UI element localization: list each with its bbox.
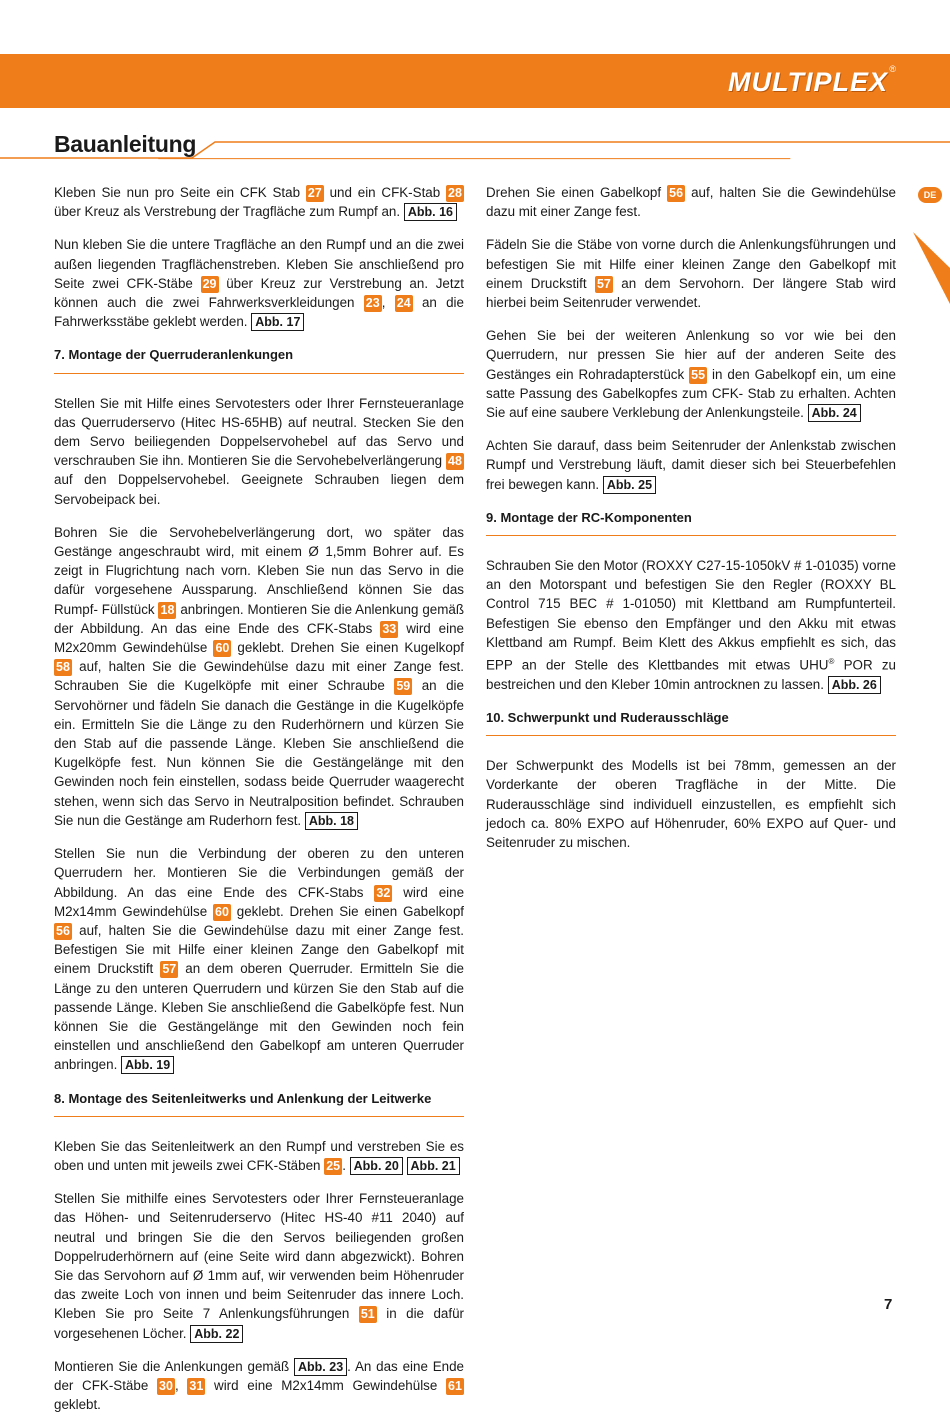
paragraph: Kleben Sie nun pro Seite ein CFK Stab 27 und ein CFK-Stab 28 über Kreuz als Verstrebung der Tragfläche zum Rumpf an. Abb. 16 [54,183,464,221]
figure-ref: Abb. 16 [404,203,457,221]
paragraph: Montieren Sie die Anlenkungen gemäß Abb. 23 . An das eine Ende der CFK-Stäbe 30 , 31 wird eine M2x14mm Gewindehülse 61 geklebt. [54,1358,464,1413]
part-number: 33 [380,621,398,638]
part-number: 51 [359,1306,377,1323]
registered-mark: ® [889,64,896,74]
part-number: 24 [395,295,413,312]
part-number: 27 [306,185,324,202]
part-number: 29 [201,276,219,293]
part-number: 56 [667,185,685,202]
corner-triangle [913,232,950,304]
figure-ref: Abb. 19 [121,1056,174,1074]
figure-ref: Abb. 22 [190,1325,243,1343]
figure-ref: Abb. 24 [808,404,861,422]
figure-ref: Abb. 26 [828,676,881,694]
part-number: 18 [158,602,176,619]
part-number: 25 [324,1158,342,1175]
section-heading: 8. Montage des Seitenleitwerks und Anlenkung der Leitwerke [54,1089,464,1117]
multiplex-logo: MULTIPLEX [728,67,888,97]
figure-ref: Abb. 17 [251,313,304,331]
paragraph: Stellen Sie mit Hilfe eines Servotesters oder Ihrer Fernsteueranlage das Querruderservo (Hitec HS-65HB) auf neutral. Stecken Sie den dem Servo beiliegenden Doppelservohebel auf das Servo und verschrauben Sie ihn. Montieren Sie die Servohebelverlängerung 48 auf den Doppelservohebel. Geeignete Schrauben liegen dem Servobeipack bei. [54,395,464,507]
part-number: 56 [54,923,72,940]
part-number: 61 [446,1378,464,1395]
paragraph: Schrauben Sie den Motor (ROXXY C27-15-1050kV # 1-01035) vorne an den Motorspant und befestigen Sie den Regler (ROXXY BL Control 715 BEC # 1-01050) mit Klettband am Rumpfunterteil. Befestigen Sie ebenso den Empfänger und den Akku mit etwas Klettband am Rumpf. Beim Klett des Akkus empfiehlt es sich, das EPP an der Stelle des Klettbandes mit etwas UHU® POR zu bestreichen und den Kleber 10min antrocknen zu lassen. Abb. 26 [486,558,896,692]
paragraph: Stellen Sie mithilfe eines Servotesters oder Ihrer Fernsteueranlage das Höhen- und Seitenruderservo (Hitec HS-40 #11 2040) auf neutral und bringen Sie die den Servos beiliegenden großen Doppelruderhörnern auf (eine Seite wird dann abgezwickt). Bohren Sie das Servohorn auf Ø 1mm auf, wir verwenden beim Höhenruder das zweite Loch von innen und beim Seitenruder das innere Loch. Kleben Sie pro Seite 7 Anlenkungsführungen 51 in die dafür vorgesehenen Löcher. Abb. 22 [54,1191,464,1341]
paragraph: Der Schwerpunkt des Modells ist bei 78mm, gemessen an der Vorderkante der oberen Tragfläche in der Mitte. Die Ruderausschläge sind individuell einzustellen, es empfiehlt sich jedoch ca. 80% EXPO auf Höhenruder, 60% EXPO auf Quer- und Seitenruder zu mischen. [486,758,896,850]
part-number: 48 [446,453,464,470]
paragraph: Kleben Sie das Seitenleitwerk an den Rumpf und verstreben Sie es oben und unten mit jeweils zwei CFK-Stäben 25 . Abb. 20 Abb. 21 [54,1138,464,1173]
part-number: 30 [157,1378,175,1395]
left-column [54,183,464,1428]
right-column [486,183,896,866]
part-number: 31 [187,1378,205,1395]
part-number: 59 [394,678,412,695]
paragraph: Achten Sie darauf, dass beim Seitenruder der Anlenkstab zwischen Rumpf und Verstrebung läuft, damit dieser sich bei Steuerbefehlen frei bewegen kann. Abb. 25 [486,438,896,492]
section-heading: 9. Montage der RC-Komponenten [486,508,896,536]
part-number: 57 [160,961,178,978]
paragraph: Bohren Sie die Servohebelverlängerung dort, wo später das Gestänge angeschraubt wird, mit einem Ø 1,5mm Bohrer auf. Es zeigt in Flugrichtung nach vorn. Kleben Sie nun das Servo in die dafür vorgesehene Aussparung. Anschließend können Sie das Rumpf- Füllstück 18 anbringen. Montieren Sie die Anlenkung gemäß der Abbildung. An das eine Ende des CFK-Stabs 33 wird eine M2x20mm Gewindehülse 60 geklebt. Drehen Sie einen Kugelkopf 58 auf, halten Sie die Gewindehülse dazu mit einer Zange fest. Schrauben Sie die Kugelköpfe mit einer Schraube 59 an die Servohörner und fädeln Sie danach die Gestänge in die Kugelköpfe ein. Ermitteln Sie die Länge zu den Ruderhörnern und kürzen Sie den Stab auf die passende Länge. Kleben Sie anschließend die Kugelköpfe fest. Nun können Sie die Gestängelänge mit den Gewinden noch fein einstellen, sodass beide Querruder waagerecht stehen, wenn sich das Servo in Neutralposition befindet. Schrauben Sie nun die Gestänge am Ruderhorn fest. Abb. 18 [54,524,464,828]
part-number: 32 [374,885,392,902]
paragraph: Drehen Sie einen Gabelkopf 56 auf, halten Sie die Gewindehülse dazu mit einer Zange fest. [486,185,896,220]
page-number: 7 [884,1296,893,1313]
part-number: 23 [364,295,382,312]
paragraph: Fädeln Sie die Stäbe von vorne durch die Anlenkungsführungen und befestigen Sie mit Hilfe einer kleinen Zange den Gabelkopf mit einem Druckstift 57 an dem Servohorn. Der längere Stab wird hierbei beim Seitenruder verwendet. [486,237,896,311]
paragraph: Stellen Sie nun die Verbindung der oberen zu den unteren Querrudern her. Montieren Sie die Verbindungen gemäß der Abbildung. An das eine Ende des CFK-Stabs 32 wird eine M2x14mm Gewindehülse 60 geklebt. Drehen Sie einen Gabelkopf 56 auf, halten Sie die Gewindehülse dazu mit einer Zange fest. Befestigen Sie mit Hilfe einer kleinen Zange den Gabelkopf mit einem Druckstift 57 an dem oberen Querruder. Ermitteln Sie die Länge zu den unteren Querrudern und kürzen Sie den Stab auf die passende Länge. Kleben Sie anschließend die Gabelköpfe fest. Nun können Sie die Gestängelänge mit den Gewinden noch fein einstellen und anschließend den Gabelkopf am unteren Querruder anbringen. Abb. 19 [54,846,465,1073]
part-number: 60 [213,640,231,657]
figure-ref: Abb. 23 [294,1358,347,1376]
paragraph: Gehen Sie bei der weiteren Anlenkung so vor wie bei den Querrudern, nur pressen Sie hier auf der anderen Seite des Gestänges ein Rohradapterstück 55 in den Gabelkopf ein, um eine satte Passung des Gabelkopfes zum CFK- Stab zu erhalten. Achten Sie auf eine saubere Verklebung der Anlenkungsteile. Abb. 24 [486,328,896,421]
part-number: 55 [689,367,707,384]
figure-ref: Abb. 25 [603,476,656,494]
section-heading: 7. Montage der Querruderanlenkungen [54,345,464,373]
part-number: 28 [446,185,464,202]
language-badge: DE [918,187,942,203]
section-heading: 10. Schwerpunkt und Ruderausschläge [486,708,896,736]
figure-ref: Abb. 18 [305,812,358,830]
page-title: Bauanleitung [54,131,197,157]
paragraph: Nun kleben Sie die untere Tragfläche an den Rumpf und an die zwei außen liegenden Tragflächenstreben. Kleben Sie anschließend pro Seite zwei CFK-Stäbe 29 über Kreuz zur Verstrebung an. Jetzt können auch die zwei Fahrwerksverkleidungen 23 , 24 an die Fahrwerksstäbe geklebt werden. Abb. 17 [54,237,464,330]
title-rule [0,134,950,162]
part-number: 58 [54,659,72,676]
part-number: 57 [595,276,613,293]
part-number: 60 [213,904,231,921]
header-bar [0,54,950,108]
figure-ref: Abb. 21 [407,1157,460,1175]
figure-ref: Abb. 20 [350,1157,403,1175]
